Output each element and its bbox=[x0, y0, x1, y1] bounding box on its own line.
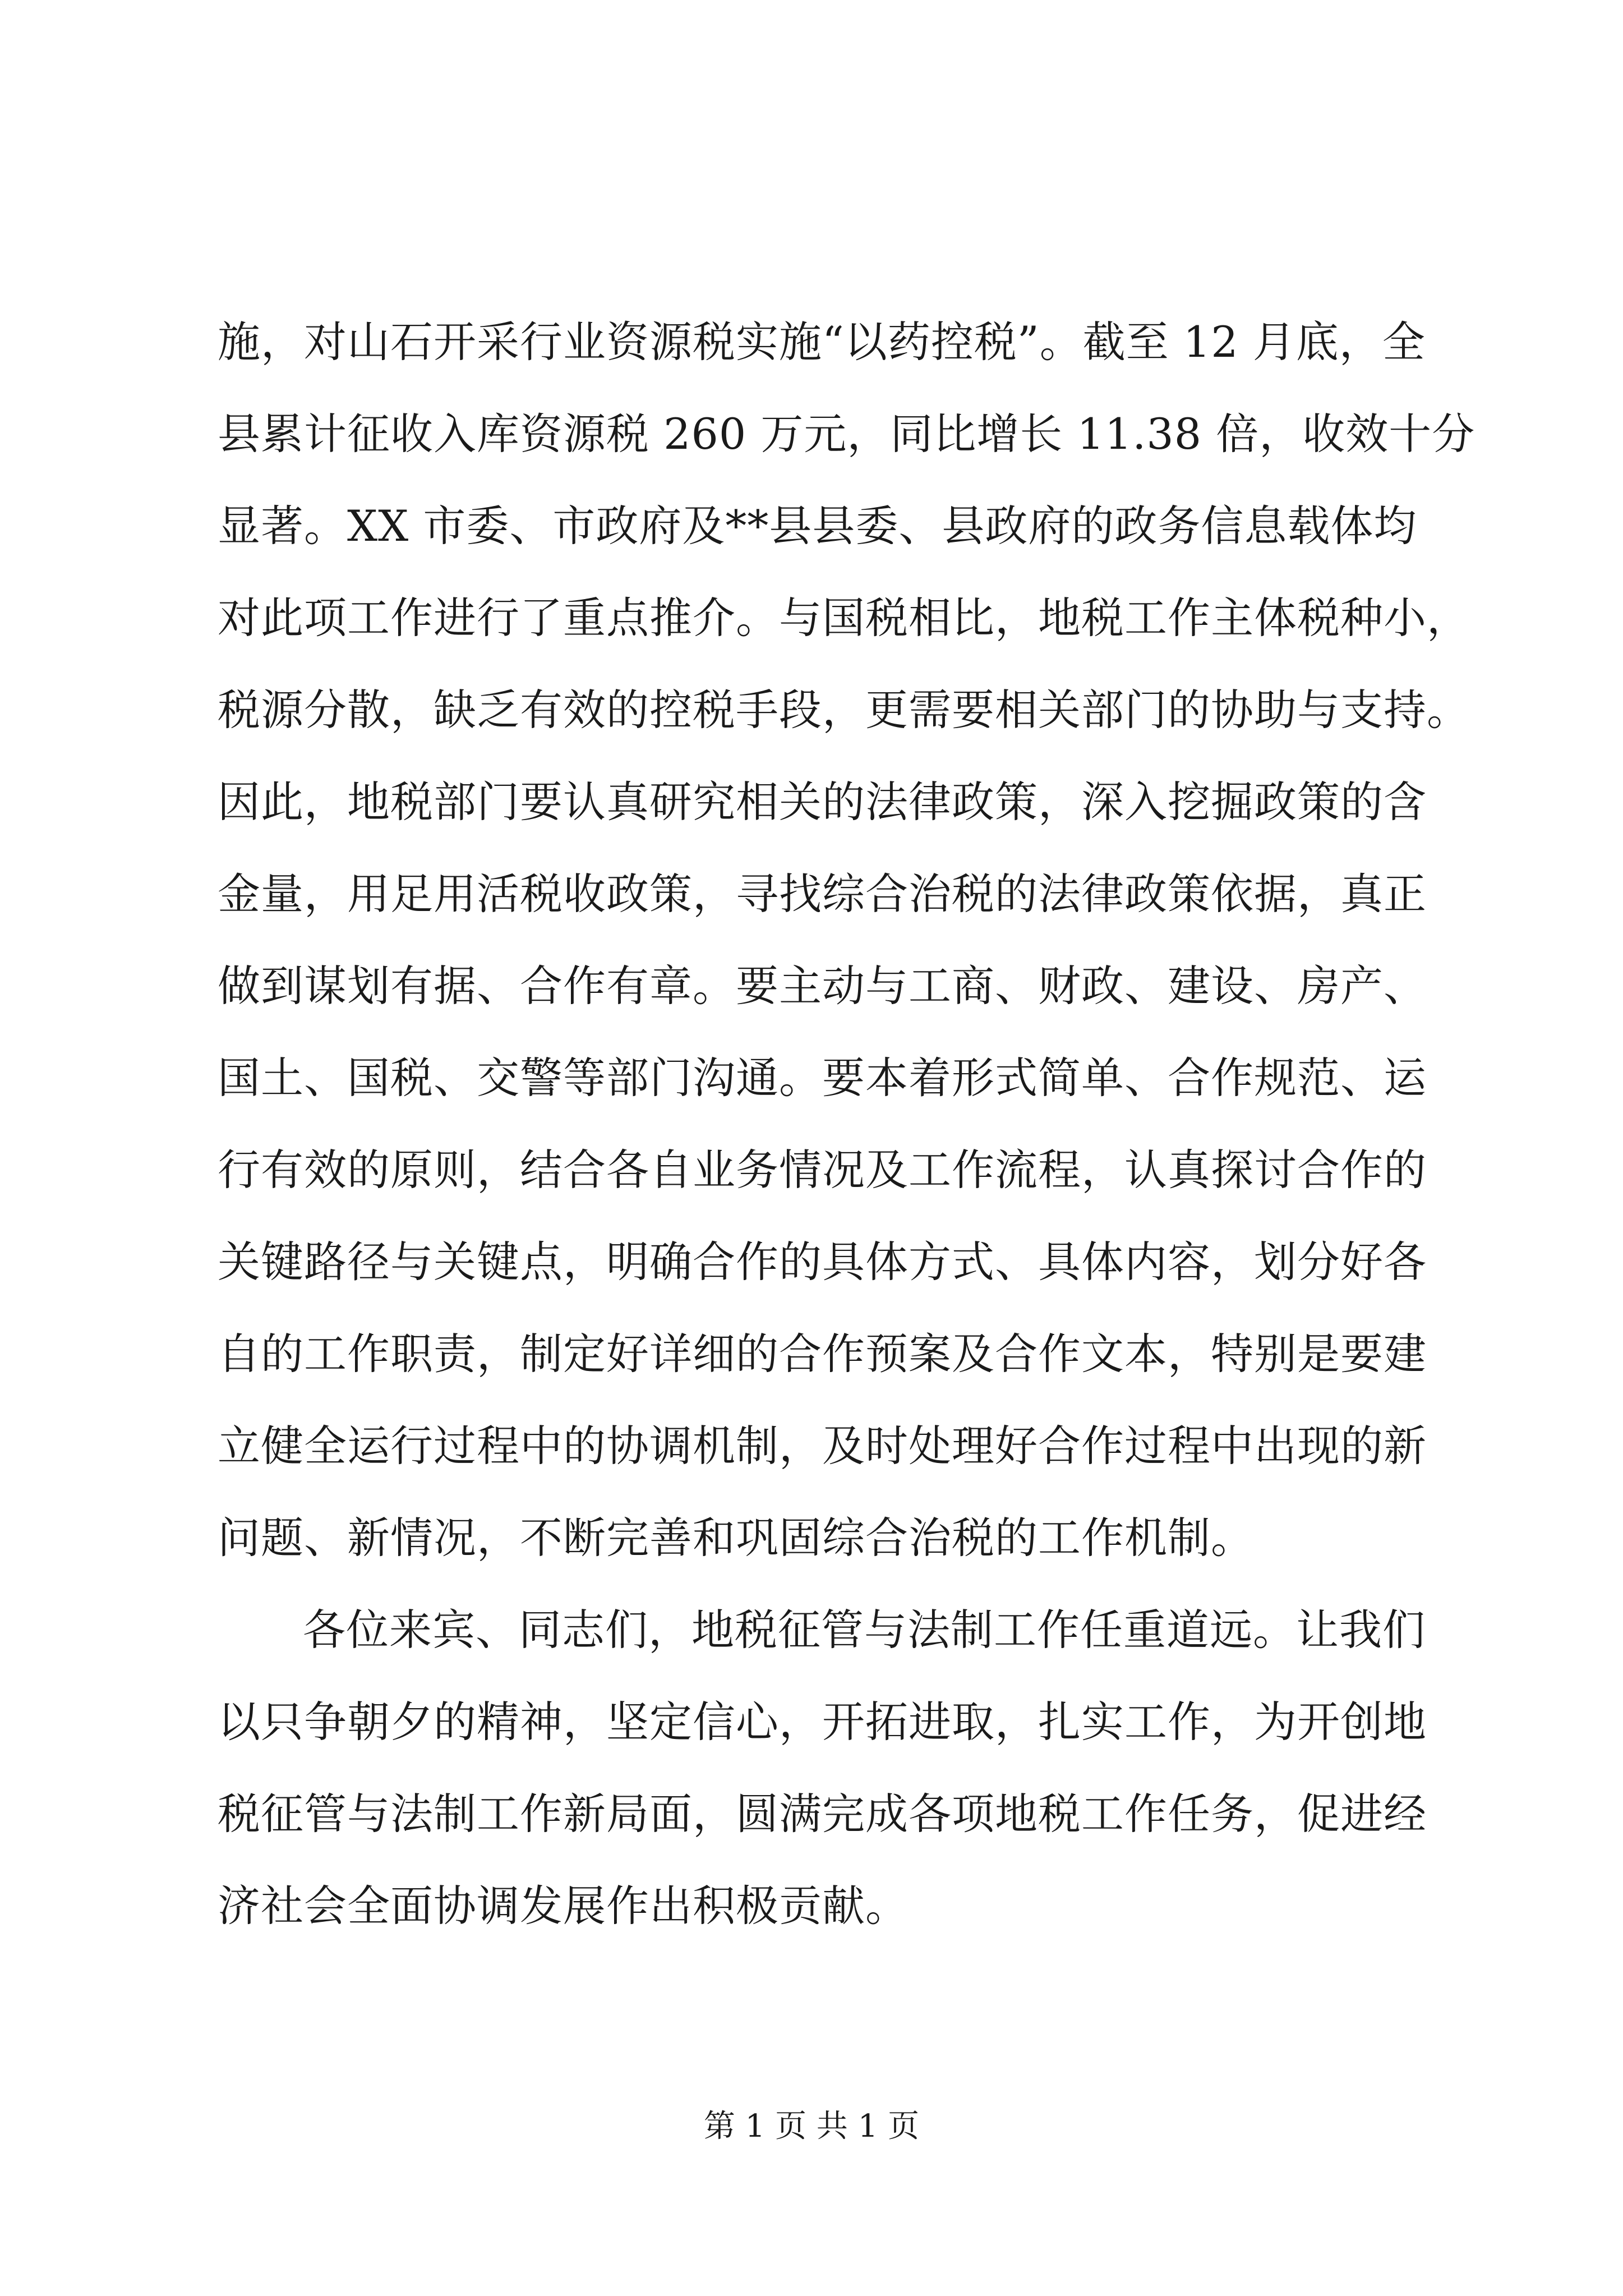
text-line: 税源分散，缺乏有效的控税手段，更需要相关部门的协助与支持。 bbox=[218, 685, 1470, 735]
text-line: 显著。XX 市委、市政府及**县县委、县政府的政务信息载体均 bbox=[218, 501, 1417, 551]
text-line: 关键路径与关键点，明确合作的具体方式、具体内容，划分好各 bbox=[218, 1237, 1427, 1287]
text-line: 做到谋划有据、合作有章。要主动与工商、财政、建设、房产、 bbox=[218, 961, 1427, 1011]
text-line: 对此项工作进行了重点推介。与国税相比，地税工作主体税种小， bbox=[218, 593, 1470, 643]
text-line: 行有效的原则，结合各自业务情况及工作流程，认真探讨合作的 bbox=[218, 1145, 1427, 1195]
paragraph-2 bbox=[218, 1584, 1427, 1952]
text-line: 金量，用足用活税收政策，寻找综合治税的法律政策依据，真正 bbox=[218, 869, 1427, 919]
page-footer bbox=[0, 2106, 1623, 2147]
document-body bbox=[218, 296, 1476, 1952]
text-line: 立健全运行过程中的协调机制，及时处理好合作过程中出现的新 bbox=[218, 1421, 1427, 1471]
paragraph-1 bbox=[218, 296, 1476, 1584]
text-line: 施，对山石开采行业资源税实施“以药控税”。截至 12 月底，全 bbox=[218, 317, 1426, 367]
text-line: 税征管与法制工作新局面，圆满完成各项地税工作任务，促进经 bbox=[218, 1789, 1427, 1839]
text-line: 国土、国税、交警等部门沟通。要本着形式简单、合作规范、运 bbox=[218, 1053, 1427, 1103]
text-line: 以只争朝夕的精神，坚定信心，开拓进取，扎实工作，为开创地 bbox=[218, 1697, 1427, 1747]
text-line: 济社会全面协调发展作出积极贡献。 bbox=[218, 1881, 909, 1931]
text-line: 自的工作职责，制定好详细的合作预案及合作文本，特别是要建 bbox=[218, 1329, 1427, 1379]
text-line: 县累计征收入库资源税 260 万元，同比增长 11.38 倍，收效十分 bbox=[218, 409, 1476, 459]
text-line: 问题、新情况，不断完善和巩固综合治税的工作机制。 bbox=[218, 1513, 1254, 1563]
text-line: 各位来宾、同志们，地税征管与法制工作任重道远。让我们 bbox=[303, 1605, 1426, 1655]
text-line: 因此，地税部门要认真研究相关的法律政策，深入挖掘政策的含 bbox=[218, 777, 1427, 827]
page-number-label: 第 1 页 共 1 页 bbox=[703, 2108, 920, 2145]
